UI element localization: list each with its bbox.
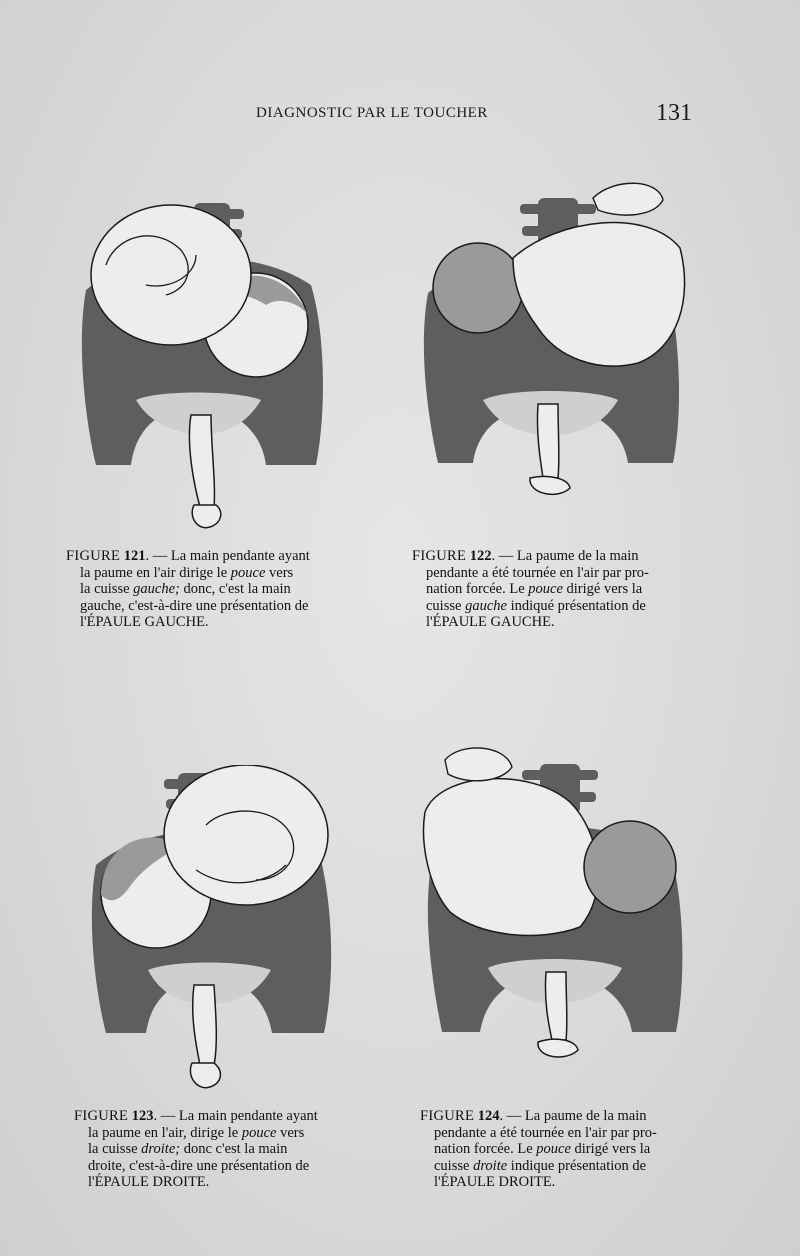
- figure-124-illustration: [420, 742, 690, 1082]
- caption-line: l'ÉPAULE GAUCHE.: [80, 614, 209, 630]
- caption-line: nation forcée. Le: [426, 581, 529, 597]
- fetus-pelvis-right-shoulder-palm-down: [420, 742, 690, 1082]
- caption-emphasis: gauche: [465, 597, 507, 614]
- page-number: 131: [656, 100, 692, 126]
- caption-line: dirigé vers la: [570, 1141, 651, 1157]
- figure-number: 122: [469, 548, 492, 564]
- caption-line: l'ÉPAULE DROITE.: [434, 1174, 556, 1190]
- caption-line: l'ÉPAULE DROITE.: [88, 1174, 210, 1190]
- caption-line: la paume en l'air dirige le: [80, 564, 231, 581]
- caption-emphasis: pouce: [528, 581, 563, 597]
- caption-line: vers: [265, 564, 294, 581]
- fetus-pelvis-left-shoulder-palm-up: [76, 195, 328, 535]
- caption-line: pendante a été tournée en l'air par pro-: [434, 1124, 657, 1141]
- caption-line: la paume en l'air, dirige le: [88, 1124, 242, 1141]
- caption-line: indique présentation de: [507, 1157, 647, 1174]
- figure-124-caption: [420, 1108, 702, 1191]
- caption-dash: . —: [145, 548, 168, 564]
- caption-line: la cuisse: [80, 581, 134, 597]
- caption-emphasis: pouce: [536, 1141, 571, 1157]
- figure-word: FIGURE: [74, 1108, 129, 1124]
- figure-123-illustration: [86, 765, 336, 1095]
- caption-line: donc, c'est la main: [179, 581, 291, 597]
- caption-line: La main pendante ayant: [175, 1108, 318, 1124]
- figure-number: 124: [477, 1108, 500, 1124]
- running-head: DIAGNOSTIC PAR LE TOUCHER: [256, 105, 488, 121]
- caption-dash: . —: [499, 1108, 522, 1124]
- caption-line: pendante a été tournée en l'air par pro-: [426, 564, 649, 581]
- caption-line: gauche, c'est-à-dire une présentation de: [80, 597, 309, 614]
- figure-121-caption: [66, 548, 356, 631]
- figure-number: 123: [131, 1108, 154, 1124]
- figure-word: FIGURE: [420, 1108, 475, 1124]
- caption-dash: . —: [491, 548, 514, 564]
- caption-emphasis: gauche;: [133, 581, 180, 597]
- caption-line: La main pendante ayant: [167, 548, 310, 564]
- figure-word: FIGURE: [66, 548, 121, 564]
- figure-122-illustration: [418, 178, 690, 514]
- caption-emphasis: pouce: [241, 1124, 277, 1141]
- caption-line: l'ÉPAULE GAUCHE.: [426, 614, 555, 630]
- caption-line: La paume de la main: [521, 1108, 647, 1124]
- fetus-pelvis-left-shoulder-palm-down: [418, 178, 690, 514]
- caption-line: La paume de la main: [513, 548, 639, 564]
- caption-line: cuisse: [434, 1157, 474, 1174]
- caption-line: nation forcée. Le: [434, 1141, 537, 1157]
- caption-line: vers: [276, 1124, 305, 1141]
- caption-emphasis: droite: [473, 1157, 508, 1174]
- caption-line: donc c'est la main: [180, 1141, 288, 1157]
- caption-line: droite, c'est-à-dire une présentation de: [88, 1157, 310, 1174]
- fetus-pelvis-right-shoulder-palm-up: [86, 765, 336, 1095]
- caption-line: indiqué présentation de: [506, 597, 646, 614]
- figure-word: FIGURE: [412, 548, 467, 564]
- figure-123-caption: [74, 1108, 364, 1191]
- figure-number: 121: [123, 548, 146, 564]
- figure-122-caption: [412, 548, 704, 631]
- caption-emphasis: pouce: [230, 564, 266, 581]
- figure-121-illustration: [76, 195, 328, 535]
- caption-line: dirigé vers la: [562, 581, 643, 597]
- caption-line: cuisse: [426, 597, 466, 614]
- caption-line: la cuisse: [88, 1141, 142, 1157]
- caption-dash: . —: [153, 1108, 176, 1124]
- caption-emphasis: droite;: [141, 1141, 181, 1157]
